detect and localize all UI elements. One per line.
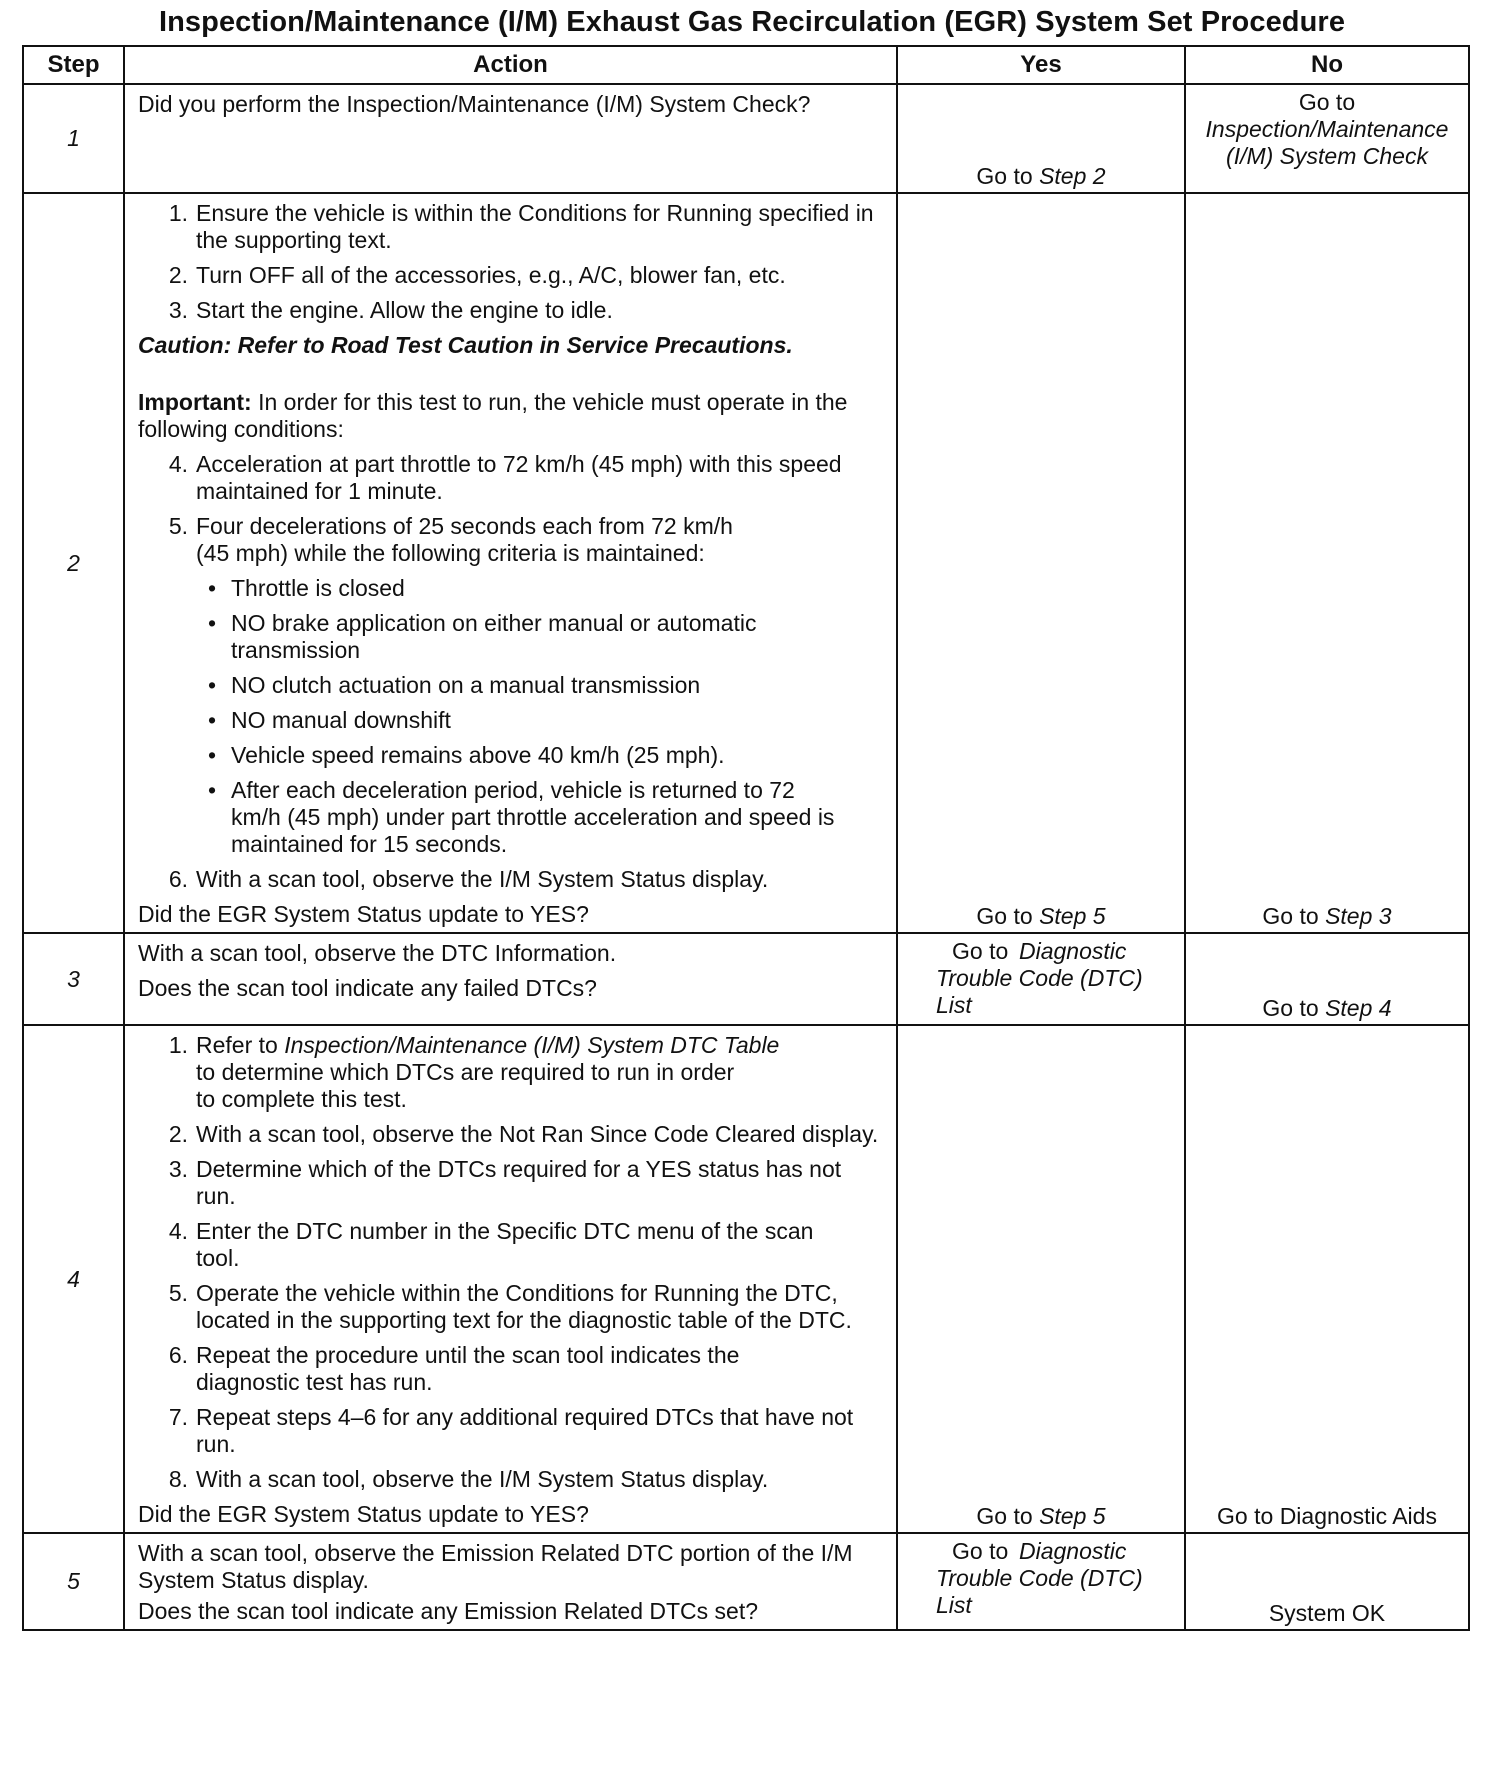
bullet-item [138,672,886,699]
yes-result[interactable] [898,903,1184,930]
procedure-table [22,45,1470,1631]
table-row-step-2 [23,193,1469,933]
no-cell [1185,933,1469,1025]
bullet-icon: • [208,742,217,768]
important-text: In order for this test to run, the vehicle must operate in the following conditions: [138,389,848,442]
list-item [138,1342,886,1396]
table-row-step-5 [23,1533,1469,1630]
yes-link[interactable]: Diagnostic Trouble Code (DTC) List [936,1538,1143,1618]
step-number: 3 [23,933,124,1025]
action-list [138,1032,886,1493]
bullet-icon: • [208,610,217,636]
bullet-icon: • [208,777,217,803]
yes-cell [897,933,1185,1025]
yes-prefix: Go to [976,163,1040,189]
yes-prefix: Go to [976,1503,1040,1529]
yes-link[interactable]: Step 5 [1039,903,1106,929]
item-number: 5. [168,1280,188,1306]
item-number: 2. [168,262,188,288]
yes-cell [897,1533,1185,1630]
list-item [138,866,886,893]
important-label: Important: [138,389,252,415]
no-result[interactable]: Go to Diagnostic Aids [1217,1503,1437,1529]
list-item [138,1218,886,1272]
action-instruction: With a scan tool, observe the DTC Information. [138,940,617,966]
yes-cell [897,193,1185,933]
list-item [138,1032,886,1113]
list-item [138,1121,886,1148]
item-number: 4. [168,451,188,477]
item-text: Determine which of the DTCs required for a YES status has not run. [196,1156,842,1209]
bullet-text: Throttle is closed [231,575,405,601]
table-row-step-3 [23,933,1469,1025]
step-number: 5 [23,1533,124,1630]
action-question: Does the scan tool indicate any Emission Related DTCs set? [138,1598,759,1624]
header-yes: Yes [897,46,1185,84]
no-link[interactable]: Inspection/Maintenance (I/M) System Check [1205,116,1449,169]
bullet-icon: • [208,575,217,601]
bullet-text: Vehicle speed remains above 40 km/h (25 mph). [231,742,725,768]
action-list [138,866,886,893]
item-prefix: Refer to [196,1032,285,1058]
action-cell [124,1533,897,1630]
caution-note: Caution: Refer to Road Test Caution in Service Precautions. [138,332,793,358]
yes-cell [897,1025,1185,1533]
action-cell [124,193,897,933]
item-number: 6. [168,866,188,892]
bullet-text: NO brake application on either manual or automatic transmission [231,610,757,663]
item-text: Turn OFF all of the accessories, e.g., A/C, blower fan, etc. [196,262,786,288]
item-text: With a scan tool, observe the I/M System Status display. [196,866,769,892]
item-text: Repeat steps 4–6 for any additional required DTCs that have not run. [196,1404,854,1457]
yes-prefix: Go to [952,1538,1009,1564]
bullet-item [138,742,886,769]
item-number: 5. [168,513,188,539]
dtc-table-link[interactable]: Inspection/Maintenance (I/M) System DTC Table [284,1032,780,1058]
bullet-item [138,707,886,734]
no-prefix: Go to [1262,903,1326,929]
item-number: 6. [168,1342,188,1368]
no-cell [1185,84,1469,193]
item-number: 3. [168,297,188,323]
no-link[interactable]: Step 4 [1325,995,1392,1021]
list-item [138,1404,886,1458]
yes-result[interactable] [936,1538,1180,1619]
page-title: Inspection/Maintenance (I/M) Exhaust Gas Recirculation (EGR) System Set Procedure [158,6,1346,38]
item-number: 7. [168,1404,188,1430]
no-prefix: Go to [1262,995,1326,1021]
action-question: Did the EGR System Status update to YES? [138,1501,589,1527]
item-text: to determine which DTCs are required to run in order to complete this test. [196,1059,735,1112]
criteria-list [138,575,886,858]
bullet-item [138,610,886,664]
list-item [138,1156,886,1210]
yes-link[interactable]: Diagnostic Trouble Code (DTC) List [936,938,1143,1018]
item-text: Four decelerations of 25 seconds each from 72 km/h (45 mph) while the following criteria is maintained: [196,513,733,566]
action-question: Did you perform the Inspection/Maintenance (I/M) System Check? [138,91,811,117]
action-cell [124,1025,897,1533]
no-cell [1185,1025,1469,1533]
step-number: 2 [23,193,124,933]
no-cell [1185,1533,1469,1630]
item-number: 2. [168,1121,188,1147]
yes-link[interactable]: Step 2 [1039,163,1106,189]
action-instruction: With a scan tool, observe the Emission Related DTC portion of the I/M System Status display. [138,1540,853,1593]
list-item [138,1466,886,1493]
action-list [138,451,886,567]
no-result[interactable] [1186,903,1468,930]
item-text: Repeat the procedure until the scan tool indicates the diagnostic test has run. [196,1342,740,1395]
item-number: 3. [168,1156,188,1182]
item-number: 4. [168,1218,188,1244]
action-cell [124,933,897,1025]
item-number: 8. [168,1466,188,1492]
bullet-text: NO clutch actuation on a manual transmission [231,672,701,698]
bullet-text: After each deceleration period, vehicle is returned to 72 km/h (45 mph) under part throttle acceleration and speed is maintained for 15 seconds. [231,777,835,857]
important-note [138,389,886,443]
header-step: Step [23,46,124,84]
table-row-step-1 [23,84,1469,193]
item-text: Ensure the vehicle is within the Conditions for Running specified in the supporting text. [196,200,874,253]
item-text: With a scan tool, observe the I/M System Status display. [196,1466,769,1492]
item-text: Enter the DTC number in the Specific DTC menu of the scan tool. [196,1218,814,1271]
action-cell [124,84,897,193]
bullet-icon: • [208,672,217,698]
yes-result[interactable] [898,163,1184,190]
item-text: Acceleration at part throttle to 72 km/h (45 mph) with this speed maintained for 1 minute. [196,451,842,504]
bullet-text: NO manual downshift [231,707,451,733]
no-link[interactable]: Step 3 [1325,903,1392,929]
table-row-step-4 [23,1025,1469,1533]
item-number: 1. [168,200,188,226]
item-text: Start the engine. Allow the engine to idle. [196,297,613,323]
step-number: 1 [23,84,124,193]
bullet-icon: • [208,707,217,733]
header-no: No [1185,46,1469,84]
list-item [138,451,886,505]
header-action: Action [124,46,897,84]
no-cell [1185,193,1469,933]
step-number: 4 [23,1025,124,1533]
bullet-item [138,777,886,858]
list-item [138,1280,886,1334]
action-list [138,200,886,324]
item-text: With a scan tool, observe the Not Ran Since Code Cleared display. [196,1121,879,1147]
header-row [23,46,1469,84]
yes-cell [897,84,1185,193]
list-item [138,297,886,324]
list-item [138,200,886,254]
yes-result[interactable] [898,1503,1184,1530]
list-item [138,513,886,567]
action-question: Does the scan tool indicate any failed DTCs? [138,975,597,1001]
item-text: Operate the vehicle within the Conditions for Running the DTC, located in the supporting text for the diagnostic table of the DTC. [196,1280,852,1333]
item-number: 1. [168,1032,188,1058]
action-question: Did the EGR System Status update to YES? [138,901,589,927]
bullet-item [138,575,886,602]
yes-prefix: Go to [976,903,1040,929]
list-item [138,262,886,289]
no-result[interactable] [1186,995,1468,1022]
no-result[interactable]: System OK [1268,1600,1386,1626]
yes-link[interactable]: Step 5 [1039,1503,1106,1529]
no-prefix: Go to [1298,89,1356,115]
yes-result[interactable] [936,938,1180,1019]
no-result[interactable] [1186,89,1468,170]
yes-prefix: Go to [952,938,1009,964]
